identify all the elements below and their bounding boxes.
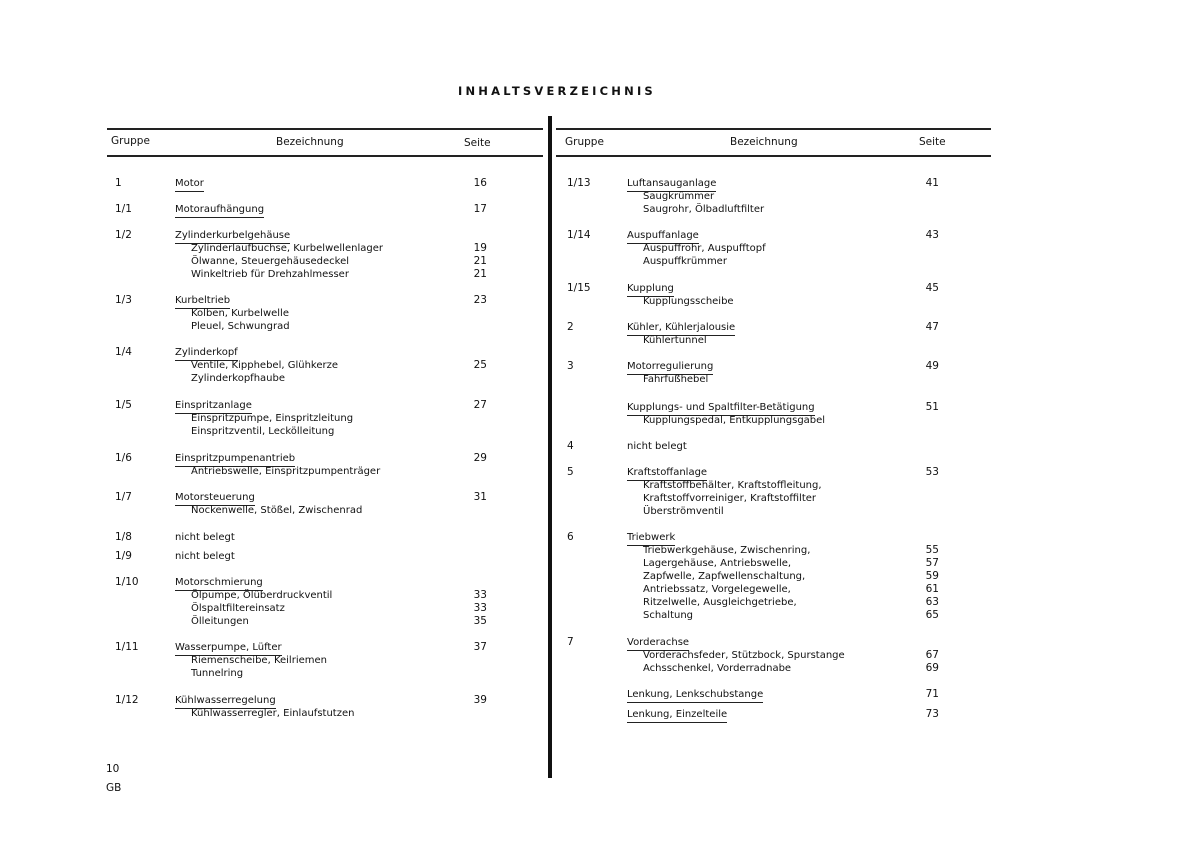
group-number: 1 xyxy=(115,177,122,189)
page-number: 55 xyxy=(925,544,939,556)
subsection-item: Lagergehäuse, Antriebswelle, xyxy=(643,558,792,569)
footer-page-number: 10 xyxy=(106,763,120,775)
header-top-rule-right xyxy=(556,128,991,130)
section-heading: Motoraufhängung xyxy=(175,203,264,218)
subsection-item: Antriebswelle, Einspritzpumpenträger xyxy=(191,466,381,477)
page-number: 33 xyxy=(473,602,487,614)
subsection-item: Auspuffrohr, Auspufftopf xyxy=(643,243,766,254)
page-number: 57 xyxy=(925,557,939,569)
section-heading: Motor xyxy=(175,177,204,192)
section-heading: Kurbeltrieb xyxy=(175,294,230,309)
group-number: 1/5 xyxy=(115,399,132,411)
subsection-item: Schaltung xyxy=(643,610,694,621)
section-heading: Luftansauganlage xyxy=(627,177,716,192)
subsection-item: Saugrohr, Ölbadluftfilter xyxy=(643,204,765,215)
section-heading: nicht belegt xyxy=(175,551,235,562)
section-heading: Motorregulierung xyxy=(627,360,713,375)
header-top-rule-left xyxy=(107,128,543,130)
subsection-item: Auspuffkrümmer xyxy=(643,256,727,267)
subsection-item: Antriebssatz, Vorgelegewelle, xyxy=(643,584,791,595)
subsection-item: Saugkrümmer xyxy=(643,191,715,202)
page-number: 25 xyxy=(473,359,487,371)
subsection-item: Triebwerkgehäuse, Zwischenring, xyxy=(643,545,811,556)
subsection-item: Zapfwelle, Zapfwellenschaltung, xyxy=(643,571,806,582)
section-heading: Vorderachse xyxy=(627,636,689,651)
page-number: 29 xyxy=(473,452,487,464)
page-number: 35 xyxy=(473,615,487,627)
page-number: 59 xyxy=(925,570,939,582)
subsection-item: Kraftstoffbehälter, Kraftstoffleitung, xyxy=(643,480,822,491)
header-designation-left: Bezeichnung xyxy=(276,136,344,148)
subsection-item: Nockenwelle, Stößel, Zwischenrad xyxy=(191,505,363,516)
section-heading: nicht belegt xyxy=(627,441,687,452)
section-heading: Motorschmierung xyxy=(175,576,263,591)
footer-language: GB xyxy=(106,782,122,794)
page-number: 67 xyxy=(925,649,939,661)
subsection-item: Riemenscheibe, Keilriemen xyxy=(191,655,327,666)
page-number: 63 xyxy=(925,596,939,608)
page-number: 33 xyxy=(473,589,487,601)
group-number: 7 xyxy=(567,636,574,648)
subsection-item: Ölpumpe, Ölüberdruckventil xyxy=(191,590,333,601)
section-heading: Wasserpumpe, Lüfter xyxy=(175,641,282,656)
page-number: 61 xyxy=(925,583,939,595)
group-number: 1/14 xyxy=(567,229,591,241)
header-group-right: Gruppe xyxy=(565,136,604,148)
group-number: 6 xyxy=(567,531,574,543)
group-number: 1/2 xyxy=(115,229,132,241)
subsection-item: Kühlertunnel xyxy=(643,335,707,346)
subsection-item: Einspritzpumpe, Einspritzleitung xyxy=(191,413,354,424)
page-number: 31 xyxy=(473,491,487,503)
group-number: 1/3 xyxy=(115,294,132,306)
section-heading: Kühlwasserregelung xyxy=(175,694,276,709)
subsection-item: Zylinderkopfhaube xyxy=(191,373,285,384)
page-number: 43 xyxy=(925,229,939,241)
group-number: 2 xyxy=(567,321,574,333)
page-number: 49 xyxy=(925,360,939,372)
page-title: INHALTSVERZEICHNIS xyxy=(458,84,656,98)
subsection-item: Winkeltrieb für Drehzahlmesser xyxy=(191,269,349,280)
subsection-item: Tunnelring xyxy=(191,668,244,679)
header-page-right: Seite xyxy=(919,136,946,148)
section-heading: nicht belegt xyxy=(175,532,235,543)
section-heading: Lenkung, Lenkschubstange xyxy=(627,688,763,703)
group-number: 1/9 xyxy=(115,550,132,562)
subsection-item: Kupplungspedal, Entkupplungsgabel xyxy=(643,415,826,426)
header-group-left: Gruppe xyxy=(111,135,150,147)
group-number: 1/8 xyxy=(115,531,132,543)
subsection-item: Ritzelwelle, Ausgleichgetriebe, xyxy=(643,597,797,608)
group-number: 1/4 xyxy=(115,346,132,358)
group-number: 1/15 xyxy=(567,282,591,294)
page-number: 69 xyxy=(925,662,939,674)
section-heading: Einspritzanlage xyxy=(175,399,252,414)
column-divider xyxy=(548,116,552,778)
group-number: 1/1 xyxy=(115,203,132,215)
page-number: 21 xyxy=(473,268,487,280)
page-number: 51 xyxy=(925,401,939,413)
subsection-item: Ölwanne, Steuergehäusedeckel xyxy=(191,256,350,267)
subsection-item: Vorderachsfeder, Stützbock, Spurstange xyxy=(643,650,845,661)
page-number: 45 xyxy=(925,282,939,294)
subsection-item: Ölleitungen xyxy=(191,616,249,627)
page-number: 27 xyxy=(473,399,487,411)
header-bottom-rule-right xyxy=(556,155,991,157)
group-number: 1/11 xyxy=(115,641,139,653)
section-heading: Motorsteuerung xyxy=(175,491,255,506)
group-number: 1/10 xyxy=(115,576,139,588)
subsection-item: Überströmventil xyxy=(643,506,724,517)
subsection-item: Kraftstoffvorreiniger, Kraftstoffilter xyxy=(643,493,817,504)
section-heading: Kupplungs- und Spaltfilter-Betätigung xyxy=(627,401,815,416)
subsection-item: Einspritzventil, Leckölleitung xyxy=(191,426,335,437)
subsection-item: Achsschenkel, Vorderradnabe xyxy=(643,663,792,674)
page-number: 19 xyxy=(473,242,487,254)
subsection-item: Pleuel, Schwungrad xyxy=(191,321,290,332)
subsection-item: Kolben, Kurbelwelle xyxy=(191,308,289,319)
group-number: 1/12 xyxy=(115,694,139,706)
page-number: 23 xyxy=(473,294,487,306)
page-number: 39 xyxy=(473,694,487,706)
page-number: 37 xyxy=(473,641,487,653)
section-heading: Auspuffanlage xyxy=(627,229,699,244)
section-heading: Einspritzpumpenantrieb xyxy=(175,452,295,467)
page-number: 71 xyxy=(925,688,939,700)
subsection-item: Zylinderlaufbuchse, Kurbelwellenlager xyxy=(191,243,383,254)
subsection-item: Ventile, Kipphebel, Glühkerze xyxy=(191,360,339,371)
page-number: 41 xyxy=(925,177,939,189)
group-number: 3 xyxy=(567,360,574,372)
page-number: 47 xyxy=(925,321,939,333)
section-heading: Zylinderkurbelgehäuse xyxy=(175,229,290,244)
header-page-left: Seite xyxy=(464,137,491,149)
group-number: 5 xyxy=(567,466,574,478)
subsection-item: Ölspaltfiltereinsatz xyxy=(191,603,285,614)
subsection-item: Fahrfußhebel xyxy=(643,374,709,385)
group-number: 1/7 xyxy=(115,491,132,503)
subsection-item: Kupplungsscheibe xyxy=(643,296,734,307)
section-heading: Zylinderkopf xyxy=(175,346,238,361)
group-number: 1/6 xyxy=(115,452,132,464)
page-number: 17 xyxy=(473,203,487,215)
section-heading: Kupplung xyxy=(627,282,674,297)
page-number: 16 xyxy=(473,177,487,189)
group-number: 1/13 xyxy=(567,177,591,189)
page-number: 73 xyxy=(925,708,939,720)
page-number: 65 xyxy=(925,609,939,621)
section-heading: Kühler, Kühlerjalousie xyxy=(627,321,735,336)
header-designation-right: Bezeichnung xyxy=(730,136,798,148)
section-heading: Triebwerk xyxy=(627,531,675,546)
header-bottom-rule-left xyxy=(107,155,543,157)
section-heading: Kraftstoffanlage xyxy=(627,466,707,481)
section-heading: Lenkung, Einzelteile xyxy=(627,708,727,723)
subsection-item: Kühlwasserregler, Einlaufstutzen xyxy=(191,708,355,719)
group-number: 4 xyxy=(567,440,574,452)
page-number: 53 xyxy=(925,466,939,478)
page-number: 21 xyxy=(473,255,487,267)
